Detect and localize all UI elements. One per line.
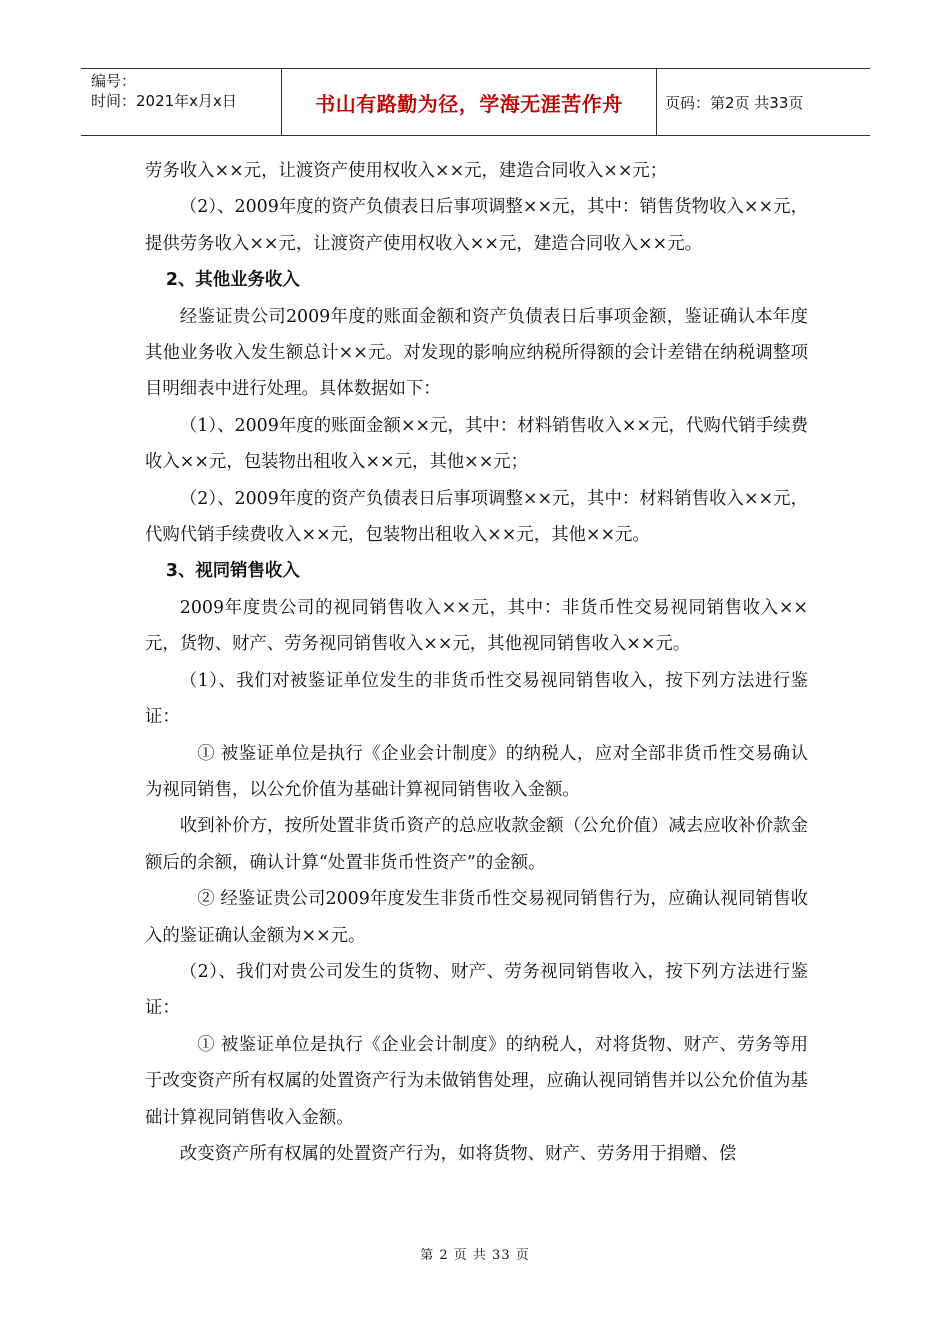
document-number-label: 编号： bbox=[91, 72, 137, 90]
page-footer: 第 2 页 共 33 页 bbox=[420, 1248, 530, 1263]
paragraph: 2009年度贵公司的视同销售收入××元，其中：非货币性交易视同销售收入××元，货物、财产、劳务视同销售收入××元，其他视同销售收入××元。 bbox=[145, 597, 808, 655]
document-date: 时间：2021年x月x日 bbox=[91, 92, 237, 110]
paragraph: 改变资产所有权属的处置资产行为，如将货物、财产、劳务用于捐赠、偿 bbox=[179, 1143, 737, 1164]
header-meta bbox=[81, 69, 282, 135]
paragraph: ① 被鉴证单位是执行《企业会计制度》的纳税人，对将货物、财产、劳务等用于改变资产所有权属的处置资产行为未做销售处理，应确认视同销售并以公允价值为基础计算视同销售收入金额。 bbox=[145, 1034, 808, 1128]
paragraph: （2）、2009年度的资产负债表日后事项调整××元，其中：销售货物收入××元，提供劳务收入××元，让渡资产使用权收入××元，建造合同收入××元。 bbox=[145, 197, 808, 254]
paragraph: （1）、我们对被鉴证单位发生的非货币性交易视同销售收入，按下列方法进行鉴证： bbox=[145, 670, 808, 728]
paragraph: （2）、我们对贵公司发生的货物、财产、劳务视同销售收入，按下列方法进行鉴证： bbox=[145, 961, 808, 1019]
paragraph: 劳务收入××元，让渡资产使用权收入××元，建造合同收入××元； bbox=[145, 161, 668, 181]
header-page-info: 页码：第2页 共33页 bbox=[665, 93, 804, 112]
header-motto-cell bbox=[282, 69, 657, 135]
paragraph: 收到补价方，按所处置非货币资产的总应收款金额（公允价值）减去应收补价款金额后的余额，确认计算“处置非货币性资产”的金额。 bbox=[145, 816, 808, 873]
section-heading: 3、视同销售收入 bbox=[165, 561, 300, 582]
section-heading: 2、其他业务收入 bbox=[165, 270, 300, 291]
header-motto: 书山有路勤为径，学海无涯苦作舟 bbox=[315, 91, 623, 116]
paragraph: 经鉴证贵公司2009年度的账面金额和资产负债表日后事项金额，鉴证确认本年度其他业务收入发生额总计××元。对发现的影响应纳税所得额的会计差错在纳税调整项目明细表中进行处理。具体数据如下： bbox=[145, 306, 808, 400]
paragraph: （2）、2009年度的资产负债表日后事项调整××元，其中：材料销售收入××元，代购代销手续费收入××元，包装物出租收入××元，其他××元。 bbox=[145, 488, 808, 546]
paragraph: ① 被鉴证单位是执行《企业会计制度》的纳税人，应对全部非货币性交易确认为视同销售，以公允价值为基础计算视同销售收入金额。 bbox=[145, 743, 808, 800]
page-header bbox=[81, 68, 870, 136]
paragraph: ② 经鉴证贵公司2009年度发生非货币性交易视同销售行为，应确认视同销售收入的鉴证确认金额为××元。 bbox=[145, 889, 808, 946]
paragraph: （1）、2009年度的账面金额××元，其中：材料销售收入××元，代购代销手续费收入××元，包装物出租收入××元，其他××元； bbox=[145, 415, 808, 473]
document-body bbox=[145, 153, 808, 1172]
